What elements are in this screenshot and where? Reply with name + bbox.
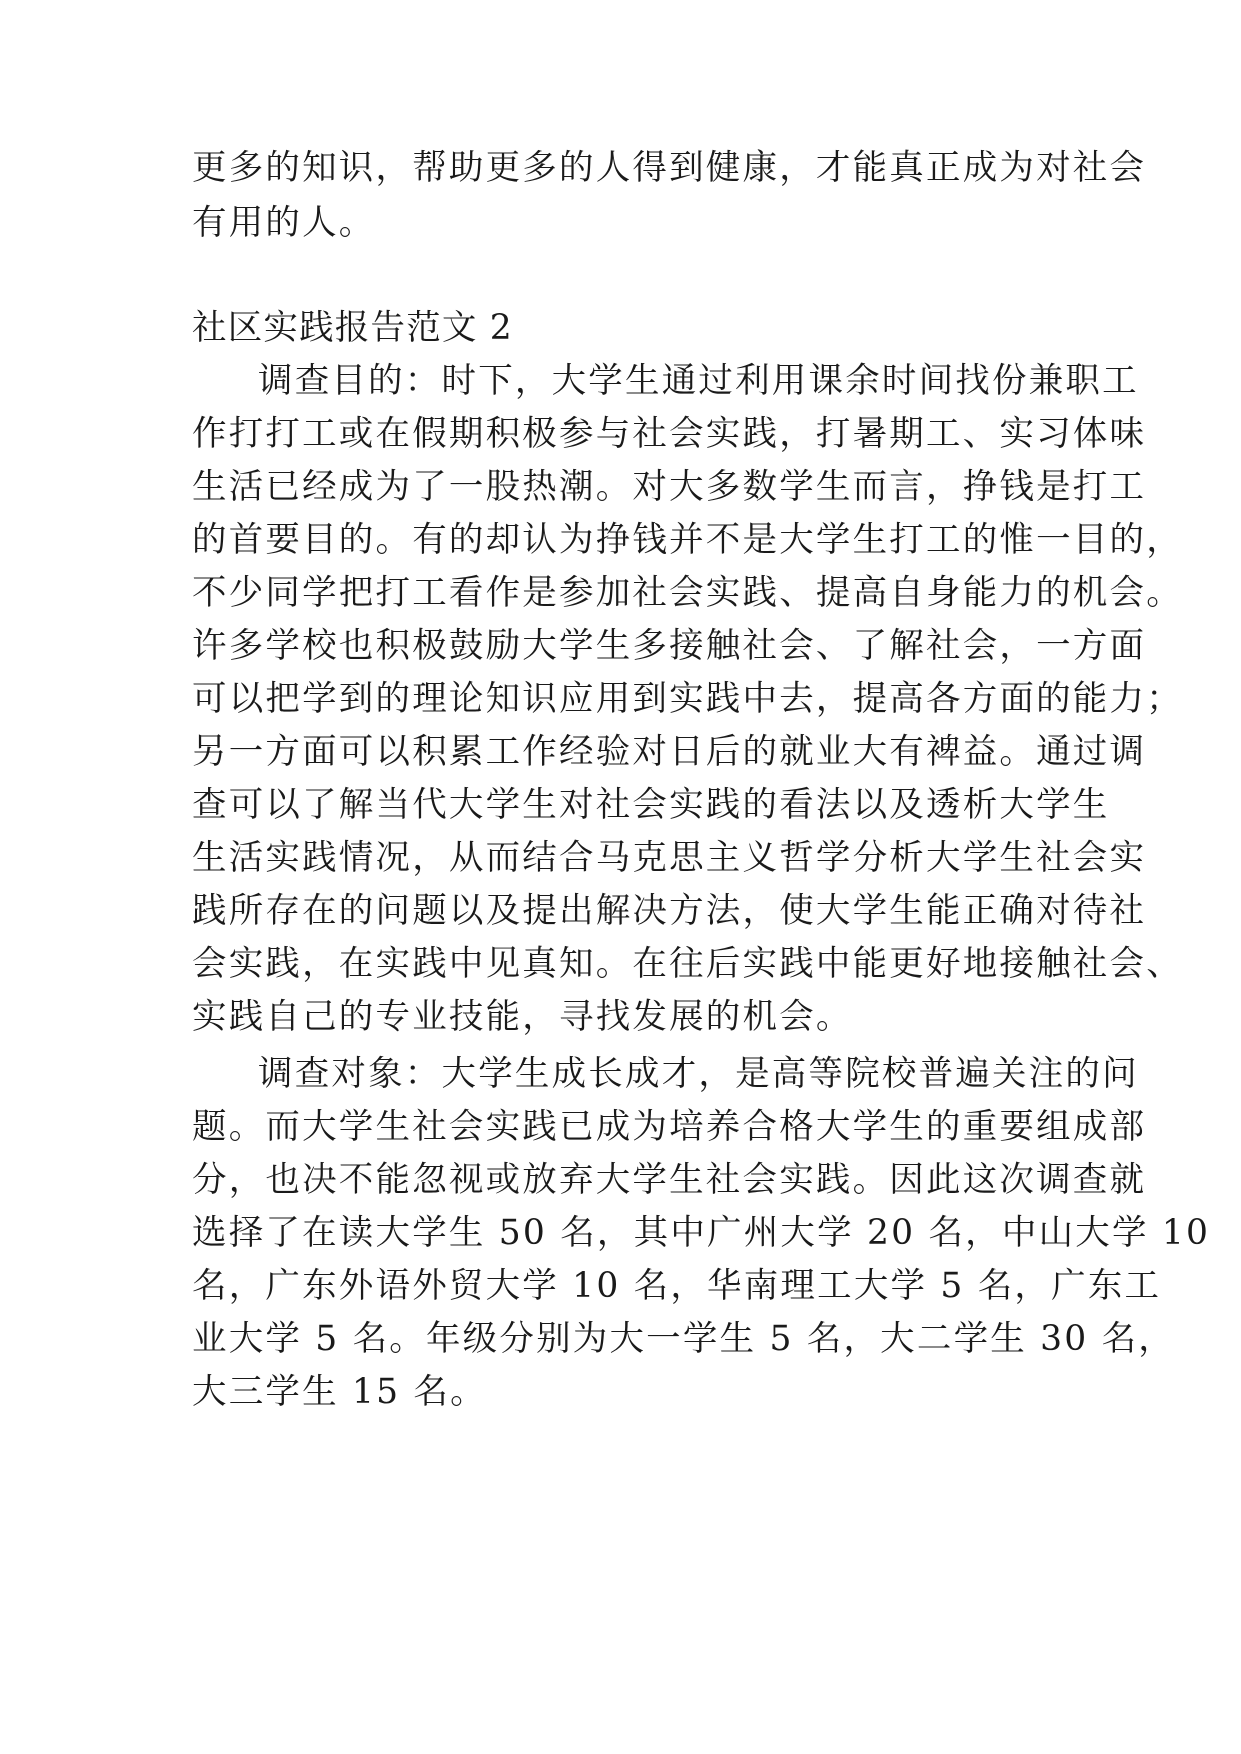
paragraph-1-line-10: 生活实践情况，从而结合马克思主义哲学分析大学生社会实: [192, 838, 1147, 878]
paragraph-2-line-2: 题。而大学生社会实践已成为培养合格大学生的重要组成部: [192, 1107, 1147, 1147]
paragraph-2-line-5: 名，广东外语外贸大学 10 名，华南理工大学 5 名，广东工: [192, 1266, 1162, 1306]
paragraph-2-line-1: 调查对象：大学生成长成才，是高等院校普遍关注的问: [258, 1054, 1139, 1094]
paragraph-2-line-4: 选择了在读大学生 50 名，其中广州大学 20 名，中山大学 10: [192, 1213, 1211, 1253]
paragraph-1-line-2: 作打打工或在假期积极参与社会实践，打暑期工、实习体味: [192, 414, 1147, 454]
paragraph-2-line-7: 大三学生 15 名。: [192, 1372, 487, 1412]
section-title: 社区实践报告范文 2: [192, 308, 513, 348]
paragraph-1-line-6: 许多学校也积极鼓励大学生多接触社会、了解社会，一方面: [192, 626, 1147, 666]
paragraph-2-line-6: 业大学 5 名。年级分别为大一学生 5 名，大二学生 30 名，: [192, 1319, 1175, 1359]
continuation-line-1: 更多的知识，帮助更多的人得到健康，才能真正成为对社会: [192, 148, 1147, 188]
paragraph-1-line-4: 的首要目的。有的却认为挣钱并不是大学生打工的惟一目的，: [192, 520, 1183, 560]
paragraph-1-line-7: 可以把学到的理论知识应用到实践中去，提高各方面的能力；: [192, 679, 1183, 719]
paragraph-1-line-3: 生活已经成为了一股热潮。对大多数学生而言，挣钱是打工: [192, 467, 1147, 507]
paragraph-1-line-13: 实践自己的专业技能，寻找发展的机会。: [192, 997, 853, 1037]
paragraph-1-line-9: 查可以了解当代大学生对社会实践的看法以及透析大学生: [192, 785, 1110, 825]
paragraph-1-line-5: 不少同学把打工看作是参加社会实践、提高自身能力的机会。: [192, 573, 1183, 613]
paragraph-1-line-11: 践所存在的问题以及提出解决方法，使大学生能正确对待社: [192, 891, 1147, 931]
paragraph-1-line-12: 会实践，在实践中见真知。在往后实践中能更好地接触社会、: [192, 944, 1183, 984]
paragraph-1-line-1: 调查目的：时下，大学生通过利用课余时间找份兼职工: [258, 361, 1139, 401]
paragraph-1-line-8: 另一方面可以积累工作经验对日后的就业大有裨益。通过调: [192, 732, 1147, 772]
paragraph-2-line-3: 分，也决不能忽视或放弃大学生社会实践。因此这次调查就: [192, 1160, 1147, 1200]
continuation-line-2: 有用的人。: [192, 203, 376, 243]
